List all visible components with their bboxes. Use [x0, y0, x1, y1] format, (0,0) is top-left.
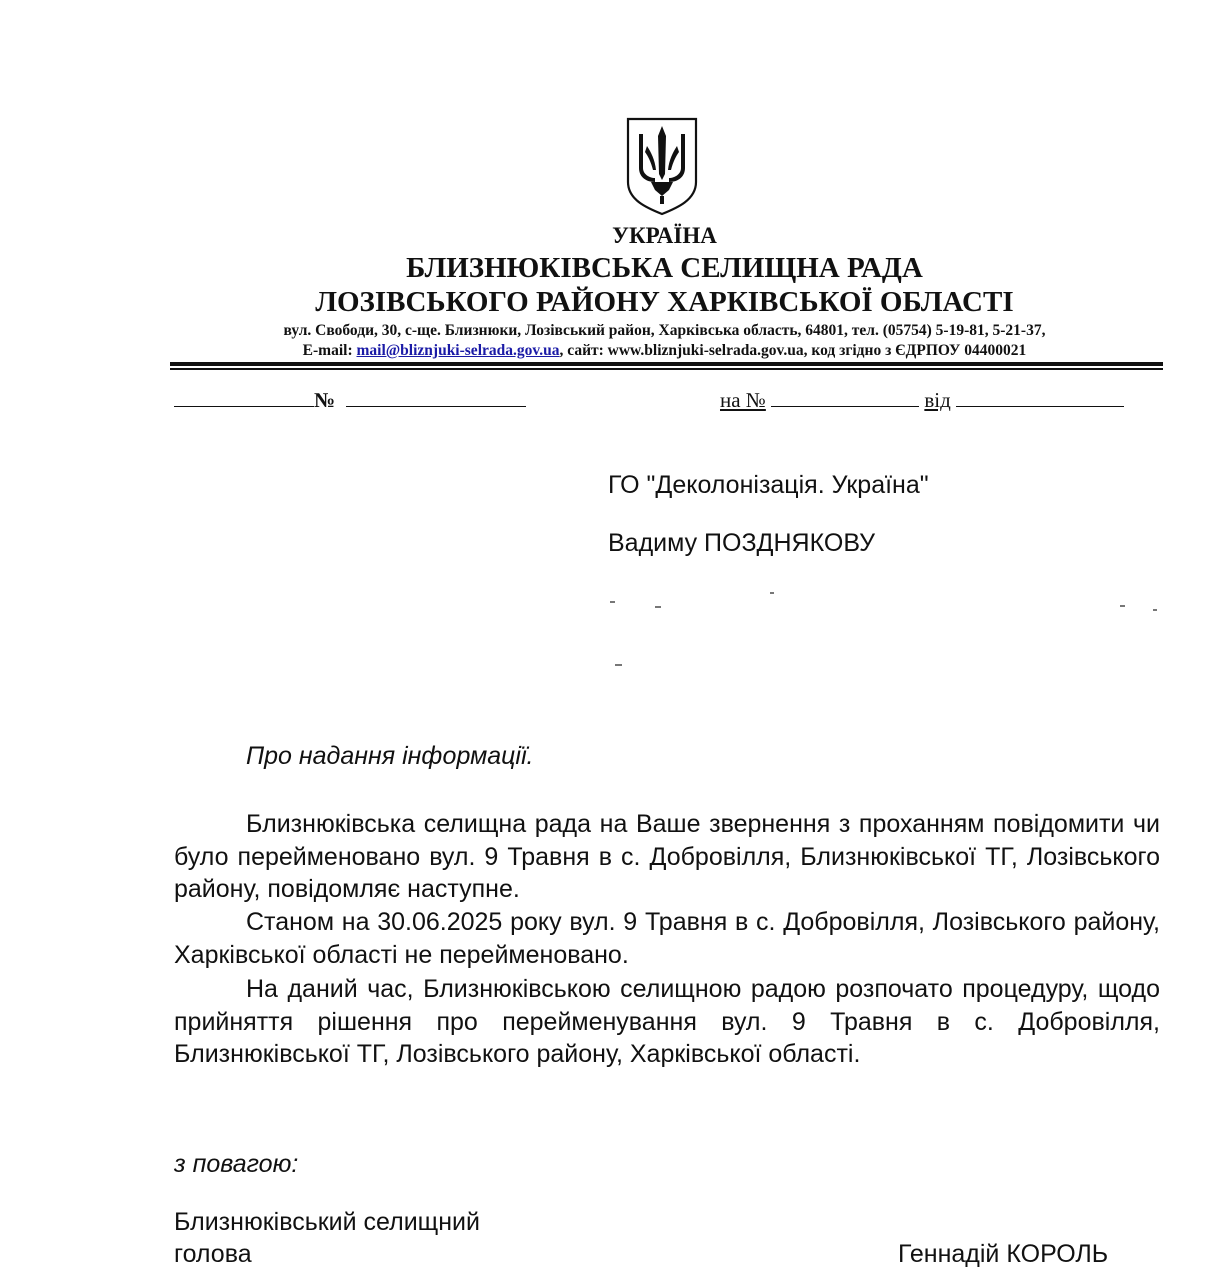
- body-paragraph-2: Станом на 30.06.2025 року вул. 9 Травня в с. Добровілля, Лозівського району, Харківської області не перейменовано.: [174, 908, 1160, 969]
- signatory-name: Геннадій КОРОЛЬ: [898, 1240, 1109, 1268]
- number-blank: [346, 386, 526, 407]
- reply-number-blank: [771, 386, 919, 407]
- signatory-title-line1: Близнюківський селищний: [174, 1208, 480, 1236]
- contacts-details: , сайт: www.bliznjuki-selrada.gov.ua, код згідно з ЄДРПОУ 04400021: [559, 342, 1027, 359]
- incoming-reference: [720, 386, 1124, 413]
- reply-date-blank: [956, 386, 1124, 407]
- closing-phrase: з повагою:: [174, 1150, 299, 1178]
- redaction-mark: [770, 592, 774, 594]
- email-link[interactable]: mail@bliznjuki-selrada.gov.ua: [356, 342, 560, 359]
- redaction-mark: [1153, 609, 1157, 611]
- addressee-organization: ГО "Деколонізація. Україна": [608, 471, 929, 499]
- organization-address: вул. Свободи, 30, с-ще. Близнюки, Лозівський район, Харківська область, 64801, тел. (05754) 5-19-81, 5-21-37,: [283, 322, 1046, 339]
- organization-name-line1: БЛИЗНЮКІВСЬКА СЕЛИЩНА РАДА: [406, 252, 923, 284]
- email-label: E-mail:: [302, 342, 357, 359]
- organization-name-line2: ЛОЗІВСЬКОГО РАЙОНУ ХАРКІВСЬКОЇ ОБЛАСТІ: [315, 286, 1014, 318]
- redaction-mark: [655, 606, 661, 608]
- signatory-title-line2: голова: [174, 1240, 252, 1268]
- reply-date-label: від: [924, 388, 951, 412]
- addressee-name: Вадиму ПОЗДНЯКОВУ: [608, 529, 876, 557]
- letter-subject: Про надання інформації.: [246, 742, 534, 770]
- outgoing-registration: [174, 386, 526, 413]
- country-heading: УКРАЇНА: [612, 223, 717, 248]
- trident-coat-of-arms-icon: [625, 116, 699, 216]
- number-label: №: [314, 388, 336, 412]
- redaction-mark: [610, 601, 615, 603]
- letterhead-divider-thin: [170, 368, 1163, 370]
- body-paragraph-3: На даний час, Близнюківською селищною радою розпочато процедуру, щодо прийняття рішення про перейменування вул. 9 Травня в с. Добровілля, Близнюківської ТГ, Лозівського району, Харківської області.: [174, 975, 1160, 1068]
- redaction-mark: [615, 664, 622, 666]
- letterhead-divider-thick: [170, 362, 1163, 366]
- redaction-mark: [1120, 605, 1125, 607]
- body-paragraph-1: Близнюківська селищна рада на Ваше звернення з проханням повідомити чи було перейменовано вул. 9 Травня в с. Добровілля, Близнюківської ТГ, Лозівського району, повідомляє наступне.: [174, 810, 1160, 903]
- reply-number-label: на №: [720, 388, 766, 412]
- organization-contacts: [0, 342, 1217, 360]
- date-blank: [174, 386, 314, 407]
